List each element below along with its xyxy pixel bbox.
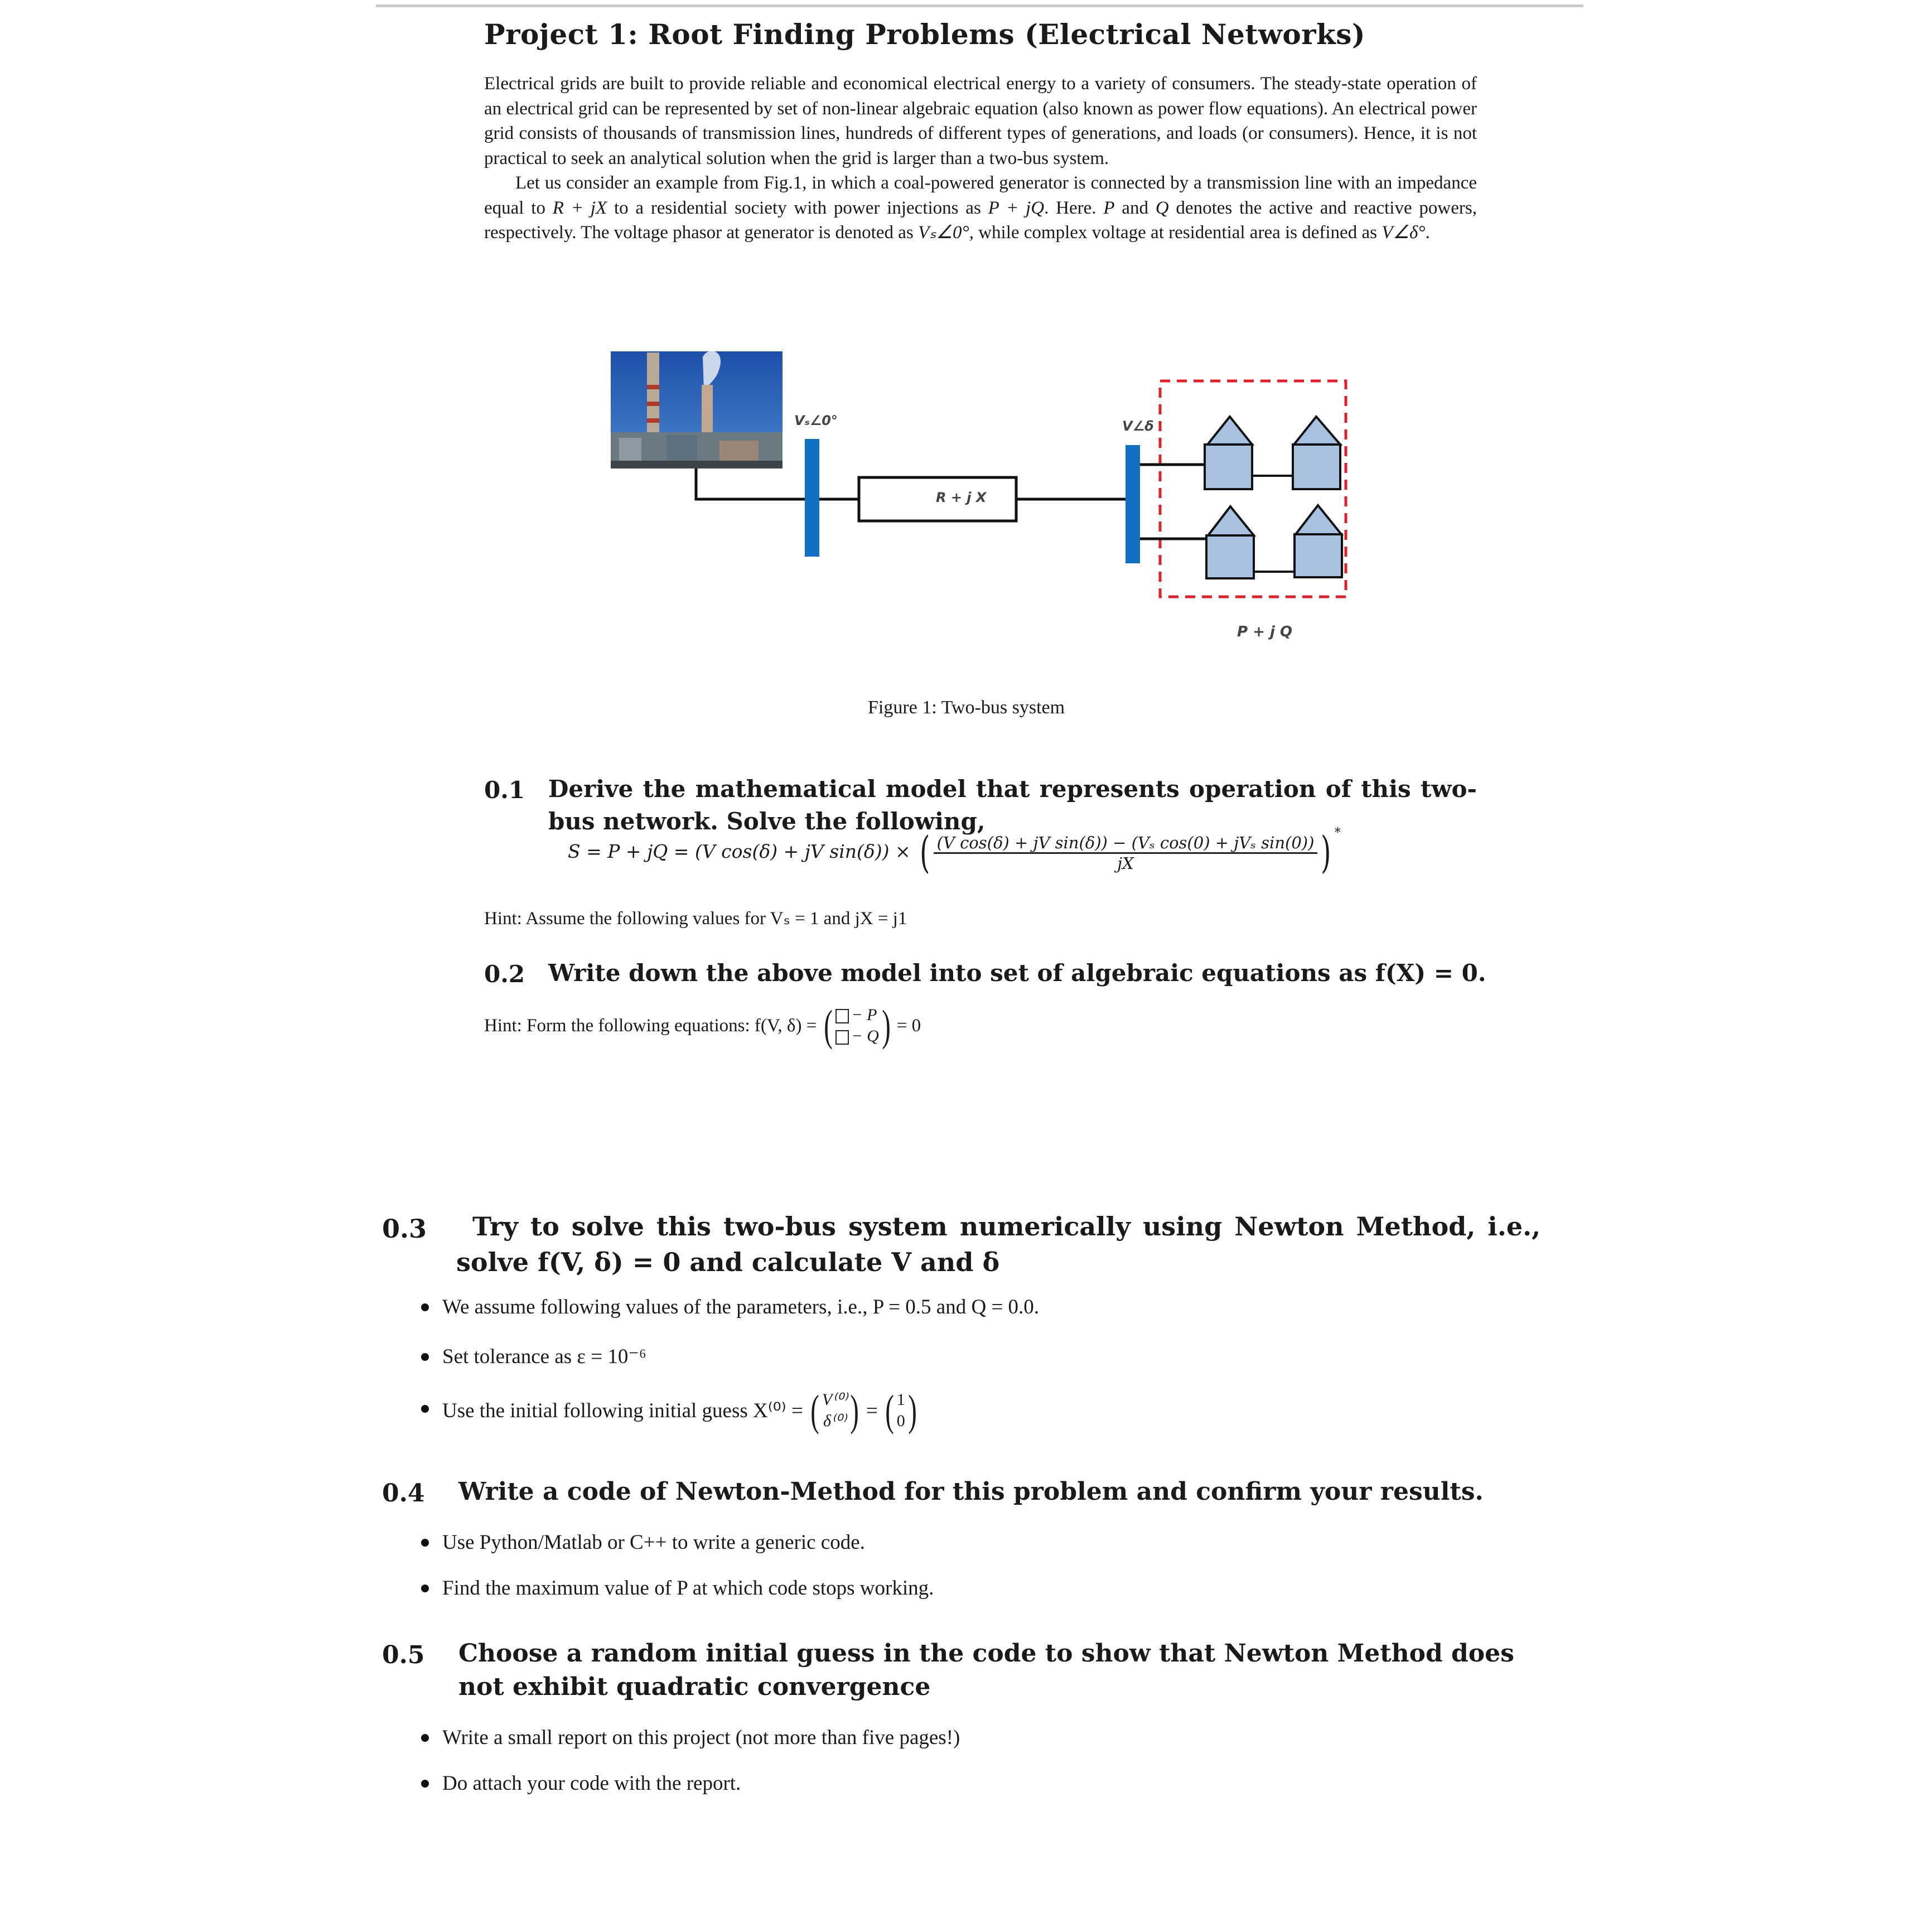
intro-paragraph-1: Electrical grids are built to provide reliable and economical electrical energy to a variety of consumers. The steady-state operation of an electrical grid can be represented by set of non-linear algebraic equation (also known as power flow equations). An electrical power grid consists of thousands of transmission lines, hundreds of different types of generations, and loads (or consumers). Hence, it is not practical to seek an analytical solution when the grid is larger than a two-bus system. [484, 74, 1477, 168]
section-0-5-heading-line1: Choose a random initial guess in the code to show that Newton Method does [458, 1639, 1514, 1668]
bullet-icon [421, 1405, 429, 1413]
bullet-icon [421, 1539, 429, 1547]
bullet-icon [421, 1353, 429, 1361]
section-0-3-bullet: We assume following values of the parameters, i.e., P = 0.5 and Q = 0.0. [421, 1295, 1039, 1319]
load-power-label: P + j Q [1237, 624, 1293, 640]
page-top-rule [376, 4, 1583, 7]
two-bus-diagram [608, 346, 1355, 658]
section-0-5-heading-line2: not exhibit quadratic convergence [458, 1673, 931, 1701]
placeholder-box-icon [835, 1030, 849, 1045]
bullet-icon [421, 1734, 429, 1742]
bus1-voltage-label: Vₛ∠0° [794, 413, 838, 428]
equation-matrix: − P − Q [835, 1004, 878, 1047]
section-0-1-hint: Hint: Assume the following values for Vₛ = 1 and jX = j1 [484, 909, 907, 929]
section-0-4-bullet: Find the maximum value of P at which code stops working. [421, 1576, 934, 1600]
section-0-1-heading: Derive the mathematical model that represents operation of this two-bus network. Solve the following, [548, 775, 1477, 835]
section-0-3-heading-line1: Try to solve this two-bus system numerically using Newton Method, i.e., [472, 1211, 1541, 1242]
section-0-4-bullet: Use Python/Matlab or C++ to write a generic code. [421, 1530, 865, 1554]
section-0-2-hint: Hint: Form the following equations: f(V, δ) = ( − P − Q ) = 0 [484, 1001, 921, 1050]
house-icon [1295, 505, 1342, 577]
intro-text [484, 71, 1477, 245]
bus2-voltage-label: V∠δ [1122, 418, 1154, 434]
equation-fraction: $\frac{\text{(V cos(δ) + jV sin(δ)) − (Vₛ cos(0) + jVₛ sin(0))}}{jX}$ [934, 833, 1318, 873]
house-icon [1293, 417, 1340, 489]
impedance-label: R + j X [936, 490, 987, 505]
page-title: Project 1: Root Finding Problems (Electrical Networks) [484, 18, 1366, 51]
placeholder-box-icon [835, 1009, 849, 1023]
bullet-icon [421, 1303, 429, 1311]
section-0-3-bullet: Use the initial following initial guess X⁽⁰⁾ = ( V⁽⁰⁾ δ⁽⁰⁾ ) = ( 1 0 ) [421, 1389, 920, 1432]
section-0-3-heading-line2: solve f(V, δ) = 0 and calculate V and δ [456, 1247, 1000, 1277]
bus-1 [805, 439, 819, 557]
power-equation: S = P + jQ = (V cos(δ) + jV sin(δ)) × ( $\frac{\text{(V cos(δ) + jV sin(δ)) − (Vₛ cos(0) + jVₛ sin(0))}}{jX}$ ) * [568, 826, 1341, 878]
house-icon [1206, 506, 1254, 578]
section-0-2-number: 0.2 [484, 960, 525, 988]
power-plant-image [611, 351, 783, 468]
bus-2 [1126, 445, 1140, 563]
intro-paragraph-2: Let us consider an example from Fig.1, in which a coal-powered generator is connected by a transmission line with an impedance equal to R + jX to a residential society with power injections as P + jQ. Here. P and Q denotes the active and reactive powers, respectively. The voltage phasor at generator is denoted as Vₛ∠0°, while complex voltage at residential area is defined as V∠δ°. [484, 173, 1477, 243]
section-0-1-number: 0.1 [484, 776, 525, 804]
figure-caption: Figure 1: Two-bus system [868, 697, 1065, 718]
section-0-5-bullet: Write a small report on this project (not more than five pages!) [421, 1726, 960, 1750]
section-0-4-heading: Write a code of Newton-Method for this problem and confirm your results. [458, 1477, 1484, 1506]
section-0-3-bullet: Set tolerance as ε = 10⁻⁶ [421, 1344, 646, 1369]
house-icon [1205, 417, 1252, 489]
section-0-2-heading: Write down the above model into set of algebraic equations as f(X) = 0. [548, 959, 1486, 987]
bullet-icon [421, 1585, 429, 1592]
section-0-5-number: 0.5 [382, 1641, 425, 1669]
wire-plant-to-bus1 [696, 468, 812, 499]
section-0-5-bullet: Do attach your code with the report. [421, 1771, 741, 1795]
bullet-icon [421, 1780, 429, 1788]
section-0-4-number: 0.4 [382, 1479, 425, 1508]
section-0-3-number: 0.3 [382, 1214, 427, 1244]
